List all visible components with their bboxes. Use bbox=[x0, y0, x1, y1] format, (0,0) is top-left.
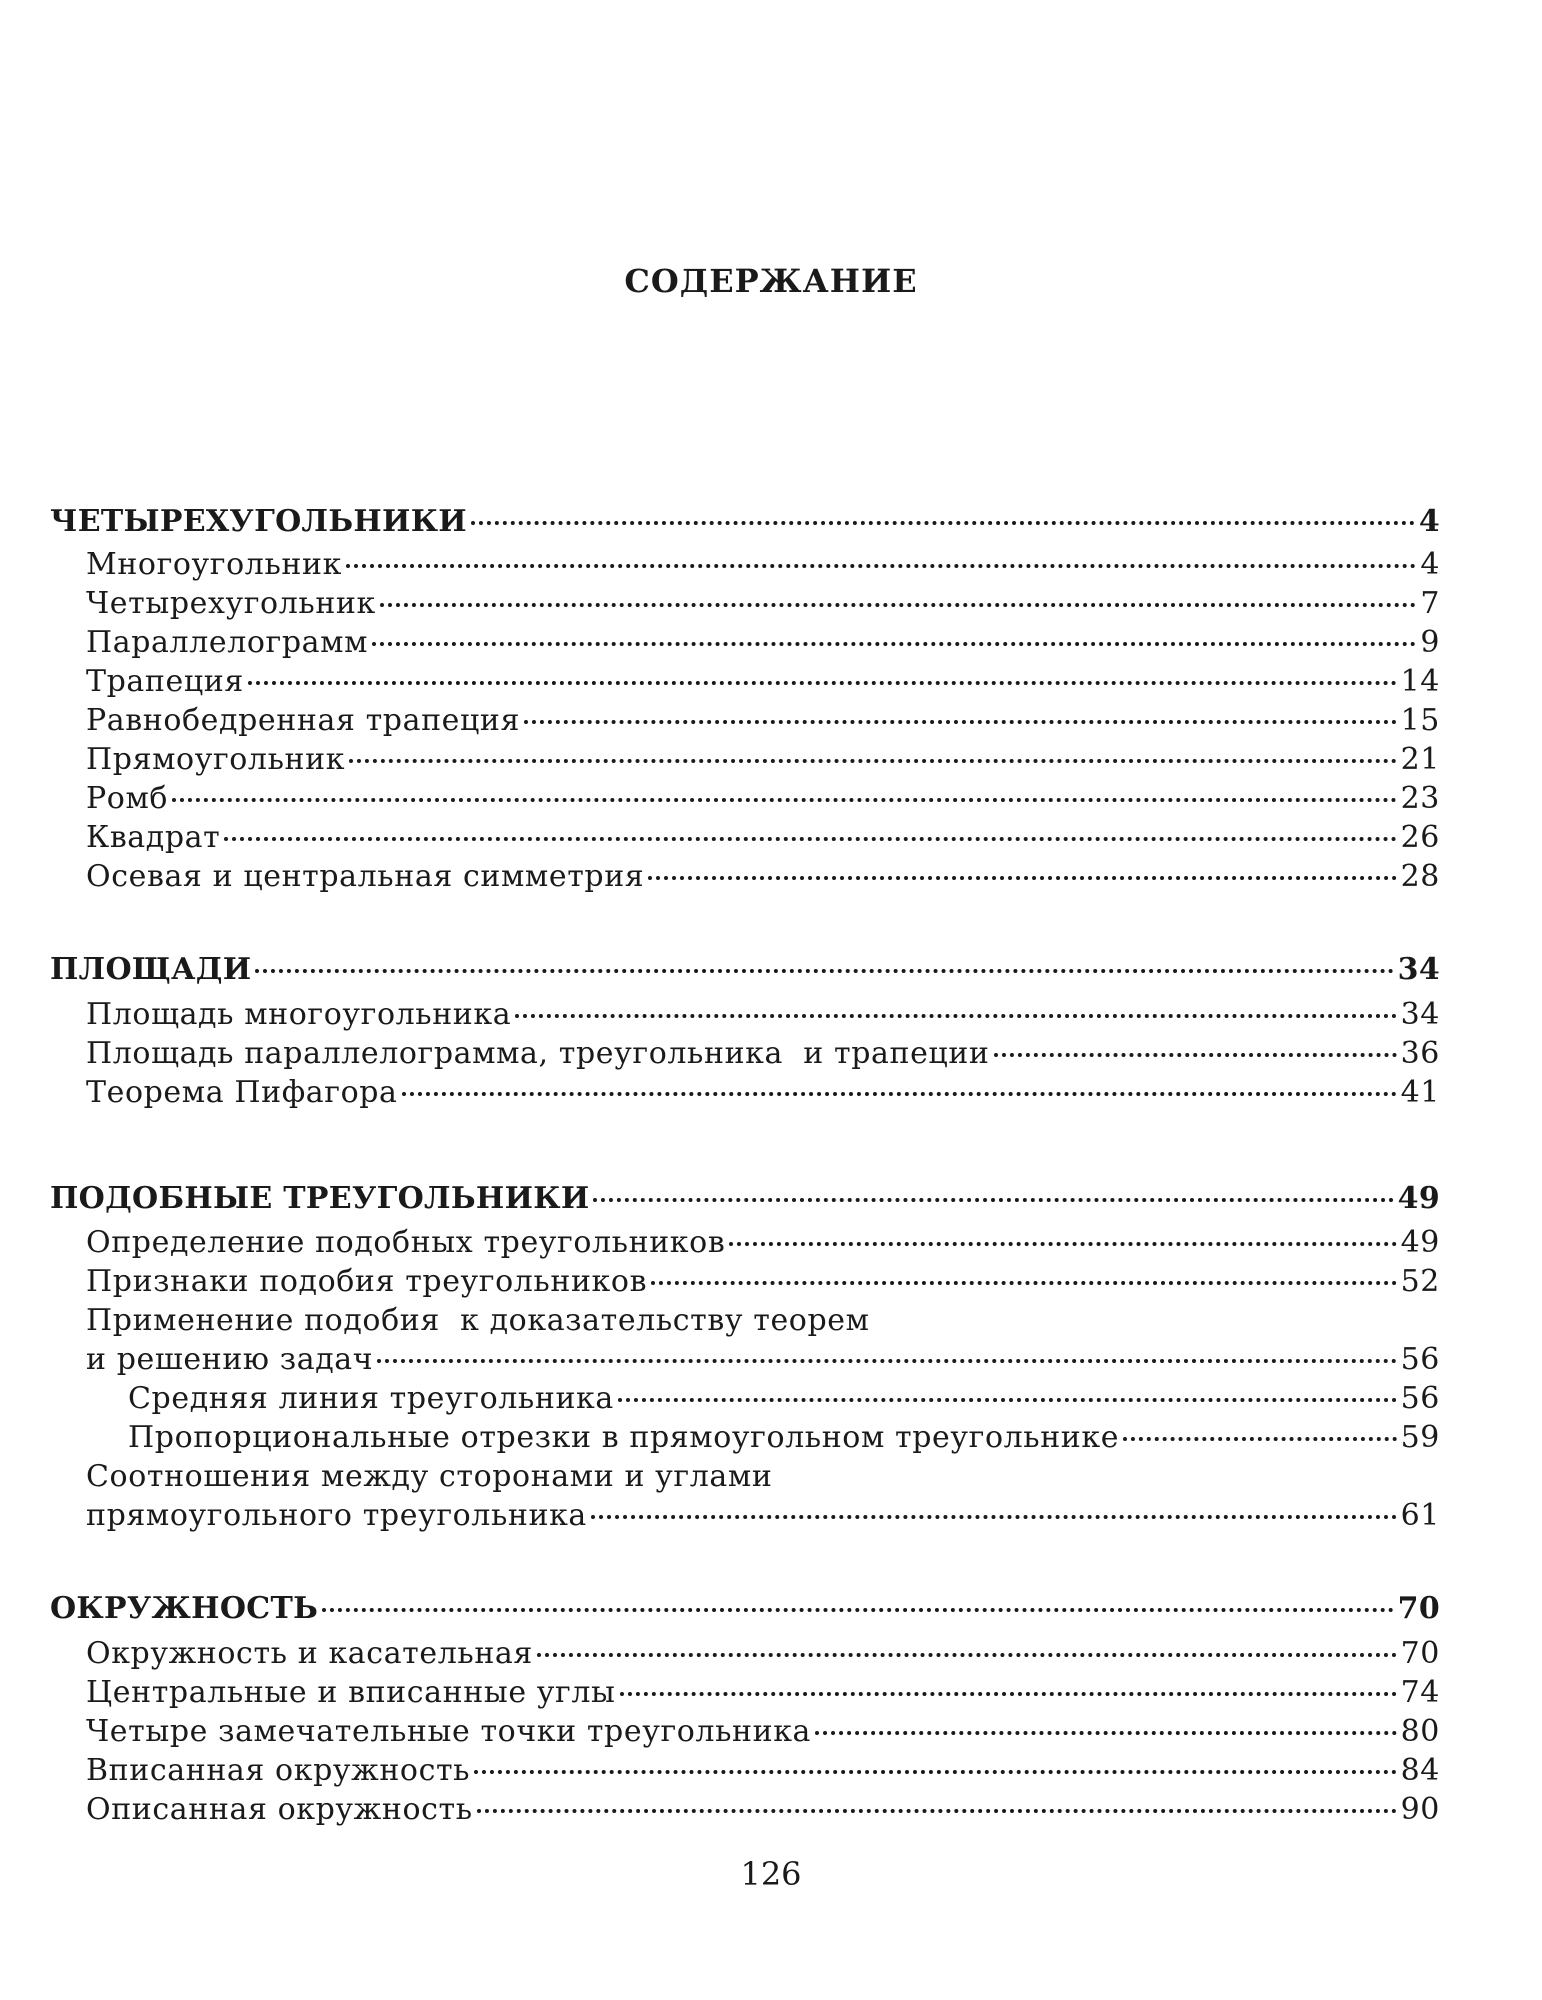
toc-item-title: Квадрат bbox=[86, 820, 221, 855]
toc-page-number: 21 bbox=[1400, 742, 1440, 777]
toc-item-title: Центральные и вписанные углы bbox=[86, 1675, 616, 1710]
toc-section-quadrilaterals[interactable] bbox=[50, 503, 1440, 541]
toc-item-title: и решению задач bbox=[86, 1342, 374, 1377]
toc-item-title: Теорема Пифагора bbox=[86, 1075, 398, 1110]
toc-item[interactable] bbox=[86, 1224, 1440, 1262]
toc-section-areas[interactable] bbox=[50, 951, 1440, 989]
toc-page-number: 26 bbox=[1400, 820, 1440, 855]
leader-dots bbox=[349, 759, 1397, 763]
page-title: СОДЕРЖАНИЕ bbox=[624, 262, 918, 300]
leader-dots bbox=[346, 564, 1416, 568]
toc-item-title: Трапеция bbox=[86, 664, 244, 699]
toc-item-title: Признаки подобия треугольников bbox=[86, 1264, 648, 1299]
leader-dots bbox=[377, 1359, 1396, 1363]
toc-item[interactable] bbox=[86, 1752, 1440, 1790]
leader-dots bbox=[477, 1809, 1397, 1813]
toc-item[interactable] bbox=[86, 546, 1440, 584]
leader-dots bbox=[524, 720, 1397, 724]
toc-subitem[interactable] bbox=[128, 1419, 1440, 1457]
toc-section-title: ПЛОЩАДИ bbox=[50, 952, 252, 987]
toc-page-number: 70 bbox=[1397, 1591, 1440, 1626]
toc-item[interactable] bbox=[86, 858, 1440, 896]
leader-dots bbox=[380, 603, 1416, 607]
leader-dots bbox=[248, 681, 1397, 685]
leader-dots bbox=[648, 876, 1396, 880]
toc-item[interactable] bbox=[86, 1074, 1440, 1112]
toc-item[interactable] bbox=[86, 1263, 1440, 1301]
toc-item-title: Многоугольник bbox=[86, 547, 342, 582]
toc-page-number: 56 bbox=[1400, 1381, 1440, 1416]
toc-page-number: 61 bbox=[1400, 1498, 1440, 1533]
toc-item[interactable] bbox=[86, 702, 1440, 740]
leader-dots bbox=[994, 1053, 1397, 1057]
toc-page-number: 90 bbox=[1400, 1792, 1440, 1827]
toc-item-title: Средняя линия треугольника bbox=[128, 1381, 614, 1416]
toc-item[interactable] bbox=[86, 1497, 1440, 1535]
leader-dots bbox=[322, 1608, 1394, 1612]
toc-item[interactable] bbox=[86, 624, 1440, 662]
toc-section-circle[interactable] bbox=[50, 1590, 1440, 1628]
toc-page-number: 15 bbox=[1400, 703, 1440, 738]
leader-dots bbox=[537, 1653, 1397, 1657]
toc-item[interactable] bbox=[86, 585, 1440, 623]
toc-item-title: Площадь многоугольника bbox=[86, 997, 512, 1032]
toc-item[interactable] bbox=[86, 1674, 1440, 1712]
toc-item-title: Окружность и касательная bbox=[86, 1636, 533, 1671]
leader-dots bbox=[618, 1398, 1397, 1402]
toc-item-title: Равнобедренная трапеция bbox=[86, 703, 521, 738]
toc-page-number: 74 bbox=[1400, 1675, 1440, 1710]
toc-section-title: ПОДОБНЫЕ ТРЕУГОЛЬНИКИ bbox=[50, 1181, 590, 1216]
toc-page-number: 34 bbox=[1400, 997, 1440, 1032]
toc-page-number: 70 bbox=[1400, 1636, 1440, 1671]
toc-item[interactable] bbox=[86, 1341, 1440, 1379]
toc-page-number: 34 bbox=[1397, 952, 1440, 987]
leader-dots bbox=[224, 837, 1396, 841]
leader-dots bbox=[1123, 1437, 1397, 1441]
toc-page-number: 14 bbox=[1400, 664, 1440, 699]
leader-dots bbox=[372, 642, 1416, 646]
toc-item-title: Определение подобных треугольников bbox=[86, 1225, 726, 1260]
toc-item[interactable] bbox=[86, 996, 1440, 1034]
leader-dots bbox=[402, 1092, 1397, 1096]
toc-page-number: 59 bbox=[1400, 1420, 1440, 1455]
leader-dots bbox=[172, 798, 1397, 802]
leader-dots bbox=[255, 969, 1393, 973]
toc-item[interactable] bbox=[86, 741, 1440, 779]
toc-item-title: Осевая и центральная симметрия bbox=[86, 859, 645, 894]
toc-section-similar-triangles[interactable] bbox=[50, 1180, 1440, 1218]
toc-page-number: 49 bbox=[1397, 1181, 1440, 1216]
toc-item-title-line1[interactable]: Применение подобия к доказательству теорем bbox=[86, 1303, 870, 1338]
toc-item-title: Пропорциональные отрезки в прямоугольном треугольнике bbox=[128, 1420, 1120, 1455]
toc-item[interactable] bbox=[86, 780, 1440, 818]
toc-page-number: 28 bbox=[1400, 859, 1440, 894]
toc-page-number: 49 bbox=[1400, 1225, 1440, 1260]
toc-section-title: ЧЕТЫРЕХУГОЛЬНИКИ bbox=[50, 504, 467, 539]
toc-item[interactable] bbox=[86, 1035, 1440, 1073]
toc-page-number: 4 bbox=[1420, 547, 1440, 582]
leader-dots bbox=[515, 1014, 1396, 1018]
toc-page-number: 36 bbox=[1400, 1036, 1440, 1071]
leader-dots bbox=[651, 1281, 1397, 1285]
toc-page-number: 9 bbox=[1420, 625, 1440, 660]
toc-item-title: Четырехугольник bbox=[86, 586, 376, 621]
leader-dots bbox=[620, 1692, 1397, 1696]
toc-item-title: Площадь параллелограмма, треугольника и трапеции bbox=[86, 1036, 990, 1071]
toc-page-number: 41 bbox=[1400, 1075, 1440, 1110]
toc-item[interactable] bbox=[86, 1635, 1440, 1673]
toc-subitem[interactable] bbox=[128, 1380, 1440, 1418]
toc-page-number: 7 bbox=[1420, 586, 1440, 621]
leader-dots bbox=[591, 1515, 1397, 1519]
toc-item-title: Вписанная окружность bbox=[86, 1753, 471, 1788]
leader-dots bbox=[729, 1242, 1396, 1246]
toc-page-number: 80 bbox=[1400, 1714, 1440, 1749]
toc-page-number: 23 bbox=[1400, 781, 1440, 816]
toc-item-title: Прямоугольник bbox=[86, 742, 346, 777]
toc-item-title: Параллелограмм bbox=[86, 625, 369, 660]
toc-item-title-line1[interactable]: Соотношения между сторонами и углами bbox=[86, 1459, 773, 1494]
toc-page-number: 52 bbox=[1400, 1264, 1440, 1299]
toc-item[interactable] bbox=[86, 1713, 1440, 1751]
toc-item-title: Описанная окружность bbox=[86, 1792, 473, 1827]
toc-item[interactable] bbox=[86, 1791, 1440, 1829]
toc-item[interactable] bbox=[86, 819, 1440, 857]
toc-section-title: ОКРУЖНОСТЬ bbox=[50, 1591, 319, 1626]
leader-dots bbox=[471, 521, 1415, 525]
leader-dots bbox=[593, 1198, 1393, 1202]
toc-item-title: прямоугольного треугольника bbox=[86, 1498, 587, 1533]
toc-item-title: Ромб bbox=[86, 781, 169, 816]
toc-item-title: Четыре замечательные точки треугольника bbox=[86, 1714, 812, 1749]
toc-item[interactable] bbox=[86, 663, 1440, 701]
leader-dots bbox=[815, 1731, 1397, 1735]
toc-page-number: 84 bbox=[1400, 1753, 1440, 1788]
leader-dots bbox=[474, 1770, 1397, 1774]
page-number: 126 bbox=[740, 1855, 802, 1893]
toc-page-number: 4 bbox=[1418, 504, 1440, 539]
toc-page-number: 56 bbox=[1400, 1342, 1440, 1377]
